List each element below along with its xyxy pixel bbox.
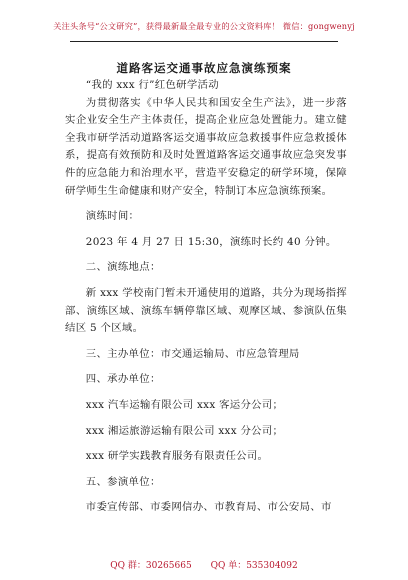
paragraph-intro: 为贯彻落实《中华人民共和国安全生产法》，进一步落实企业安全生产主体责任，提高企业应急处置能力。建立健全我市研学活动道路客运交通事故应急救援事件应急救援体系，提高有效预防和及时处置道路客运交通事故应急突发事件的应急能力和治理水平，营造平安稳定的研学环境，保障研学师生生命健康和财产安全，特制订本应急演练预案。 [65,96,347,197]
section-time-heading: 演练时间： [85,210,140,223]
undertaker-item-1: xxx 汽车运输有限公司 xxx 客运分公司； [85,398,284,411]
footer-contact-note [0,558,408,571]
header-promo-note: 关注头条号“公文研究”，获得最新最全最专业的公文资料库！ 微信：gongwenyj [53,21,355,31]
footer-qq-group: QQ 群：30265665 [110,561,192,571]
section-location-heading: 二、演练地点： [85,261,161,274]
undertaker-item-3: xxx 研学实践教育服务有限责任公司。 [85,450,269,463]
section-location-value: 新 xxx 学校南门暂未开通使用的道路，共分为现场指挥部、演练区域、演练车辆停靠区域、观摩区域、参演队伍集结区 5 个区域。 [65,286,347,335]
document-subtitle: “我的 xxx 行”红色研学活动 [85,79,219,91]
header-divider [70,41,338,42]
undertaker-item-2: xxx 湘运旅游运输有限公司 xxx 分公司； [85,424,284,437]
section-participants-heading: 五、参演单位： [85,475,161,488]
document-body [65,77,347,517]
participants-list: 市委宣传部、市委网信办、市教育局、市公安局、市 [85,501,332,514]
section-undertaker-heading: 四、承办单位： [85,373,161,386]
section-time-value: 2023 年 4 月 27 日 15:30，演练时长约 40 分钟。 [85,235,337,248]
section-organizer: 三、主办单位：市交通运输局、市应急管理局 [85,347,300,360]
document-title: 道路客运交通事故应急演练预案 [116,61,292,75]
footer-qq-single: QQ 单：535304092 [210,561,298,571]
